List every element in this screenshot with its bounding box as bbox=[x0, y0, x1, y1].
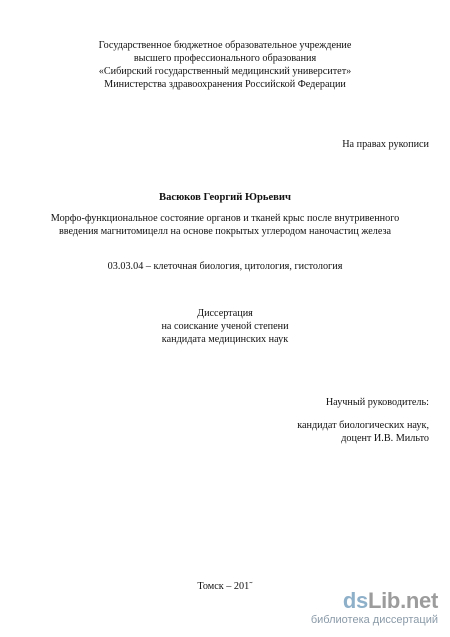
dslib-logo-part2: Lib.net bbox=[367, 588, 438, 613]
dslib-watermark[interactable] bbox=[312, 588, 440, 634]
institution-line-3: «Сибирский государственный медицинский университет» bbox=[98, 66, 352, 77]
specialty-code: 03.03.04 – клеточная биология, цитология, гистология bbox=[107, 261, 343, 272]
supervisor-heading: Научный руководитель: bbox=[325, 397, 429, 408]
thesis-title-line-1: Морфо-функциональное состояние органов и тканей крыс после внутривенного bbox=[50, 213, 400, 224]
thesis-title-line-2: введения магнитомицелл на основе покрытых углеродом наночастиц железа bbox=[58, 226, 392, 237]
manuscript-rights-note: На правах рукописи bbox=[342, 139, 429, 150]
dslib-logo bbox=[343, 588, 438, 614]
dslib-logo-part1: ds bbox=[342, 588, 368, 613]
degree-line-2: на соискание ученой степени bbox=[161, 321, 289, 332]
supervisor-rank: кандидат биологических наук, bbox=[297, 420, 429, 431]
author-name: Васюков Георгий Юрьевич bbox=[159, 192, 291, 203]
degree-line-3: кандидата медицинских наук bbox=[161, 334, 289, 345]
supervisor-name: доцент И.В. Мильто bbox=[341, 433, 429, 444]
institution-line-4: Министерства здравоохранения Российской Федерации bbox=[104, 79, 346, 90]
degree-line-1: Диссертация bbox=[197, 308, 253, 319]
city-year: Томск – 201˜ bbox=[197, 581, 253, 592]
institution-line-1: Государственное бюджетное образовательное учреждение bbox=[98, 40, 352, 51]
institution-line-2: высшего профессионального образования bbox=[133, 53, 317, 64]
dslib-subtitle: библиотека диссертаций bbox=[310, 614, 438, 626]
